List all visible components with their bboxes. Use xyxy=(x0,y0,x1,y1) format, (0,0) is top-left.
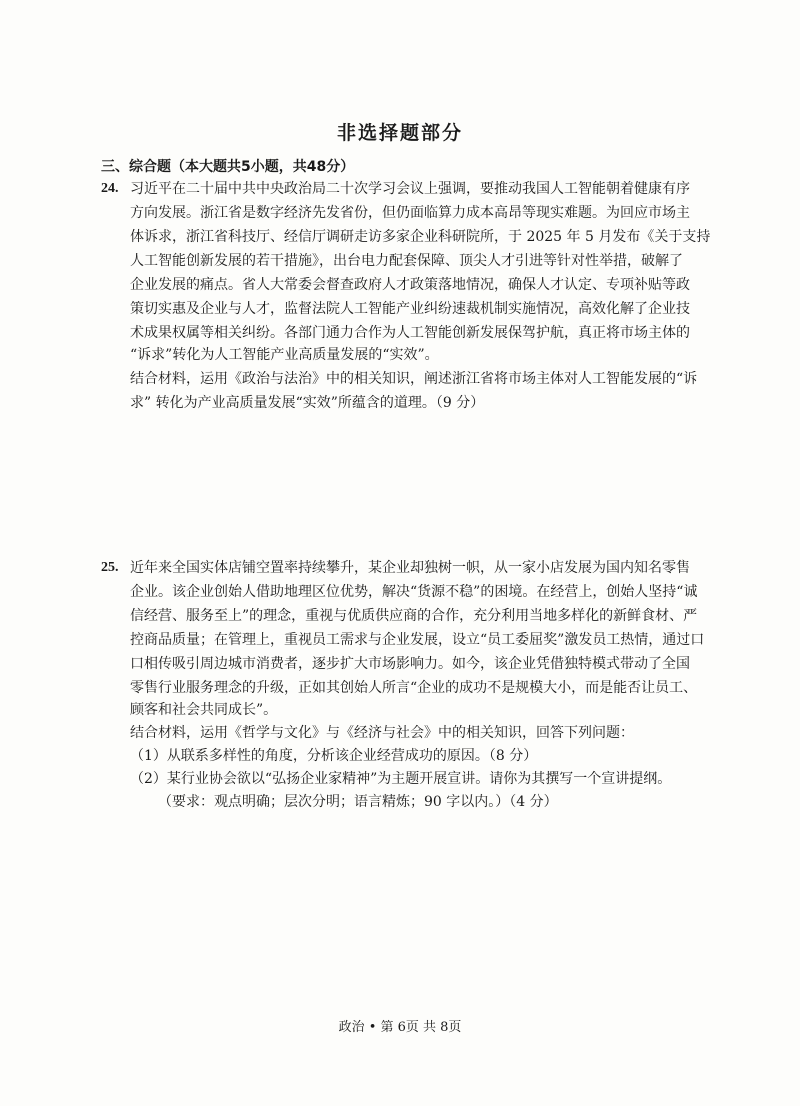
question-25-line: 口相传吸引周边城市消费者，逐步扩大市场影响力。如今，该企业凭借独特模式带动了全国 xyxy=(130,656,690,672)
question-24-number: 24. xyxy=(101,181,119,196)
question-24-prompt: 求” 转化为产业高质量发展“实效”所蕴含的道理。（9 分） xyxy=(130,395,485,411)
question-24-line: 体诉求，浙江省科技厅、经信厅调研走访多家企业科研院所，于 2025 年 5 月发布《关于支持 xyxy=(130,229,711,245)
question-24-line: “诉求”转化为人工智能产业高质量发展的“实效”。 xyxy=(130,347,439,363)
page-footer: 政治 • 第 6页 共 8页 xyxy=(338,1020,462,1035)
question-25-line: 近年来全国实体店铺空置率持续攀升，某企业却独树一帜，从一家小店发展为国内知名零售 xyxy=(130,560,690,576)
question-24-line: 习近平在二十届中共中央政治局二十次学习会议上强调，要推动我国人工智能朝着健康有序 xyxy=(130,181,690,197)
question-24-line: 方向发展。浙江省是数字经济先发省份，但仍面临算力成本高昂等现实难题。为回应市场主 xyxy=(130,205,690,221)
question-24-line: 企业发展的痛点。省人大常委会督查政府人才政策落地情况，确保人才认定、专项补贴等政 xyxy=(130,277,690,293)
question-24-prompt: 结合材料，运用《政治与法治》中的相关知识，阐述浙江省将市场主体对人工智能发展的“诉 xyxy=(130,371,698,387)
question-25-line: 顾客和社会共同成长”。 xyxy=(130,702,278,718)
question-25-line: 零售行业服务理念的升级，正如其创始人所言“企业的成功不是规模大小，而是能否让员工、 xyxy=(130,680,698,696)
question-25-line: 信经营、服务至上”的理念，重视与优质供应商的合作，充分利用当地多样化的新鲜食材、严 xyxy=(130,608,698,624)
question-24-line: 策切实惠及企业与人才，监督法院人工智能产业纠纷速裁机制实施情况，高效化解了企业技 xyxy=(130,301,690,317)
page-title: 非选择题部分 xyxy=(336,122,463,144)
question-25-sub-1: （1）从联系多样性的角度，分析该企业经营成功的原因。（8 分） xyxy=(130,748,538,764)
question-25-prompt: 结合材料，运用《哲学与文化》与《经济与社会》中的相关知识，回答下列问题： xyxy=(130,725,634,741)
question-25-sub-2: （2）某行业协会欲以“弘扬企业家精神”为主题开展宣讲。请你为其撰写一个宣讲提纲。 xyxy=(130,771,672,787)
question-25-requirements: （要求：观点明确；层次分明；语言精炼；90 字以内。）（4 分） xyxy=(158,794,558,810)
question-24-line: 术成果权属等相关纠纷。各部门通力合作为人工智能创新发展保驾护航，真正将市场主体的 xyxy=(130,325,690,341)
question-25-line: 控商品质量；在管理上，重视员工需求与企业发展，设立“员工委屈奖”激发员工热情，通过口 xyxy=(130,632,705,648)
question-24-line: 人工智能创新发展的若干措施》，出台电力配套保障、顶尖人才引进等针对性举措，破解了 xyxy=(130,253,683,269)
question-25-number: 25. xyxy=(101,560,119,575)
section-heading: 三、综合题（本大题共5小题，共48分） xyxy=(101,159,355,175)
question-25-line: 企业。该企业创始人借助地理区位优势，解决“货源不稳”的困境。在经营上，创始人坚持“诚 xyxy=(130,584,698,600)
